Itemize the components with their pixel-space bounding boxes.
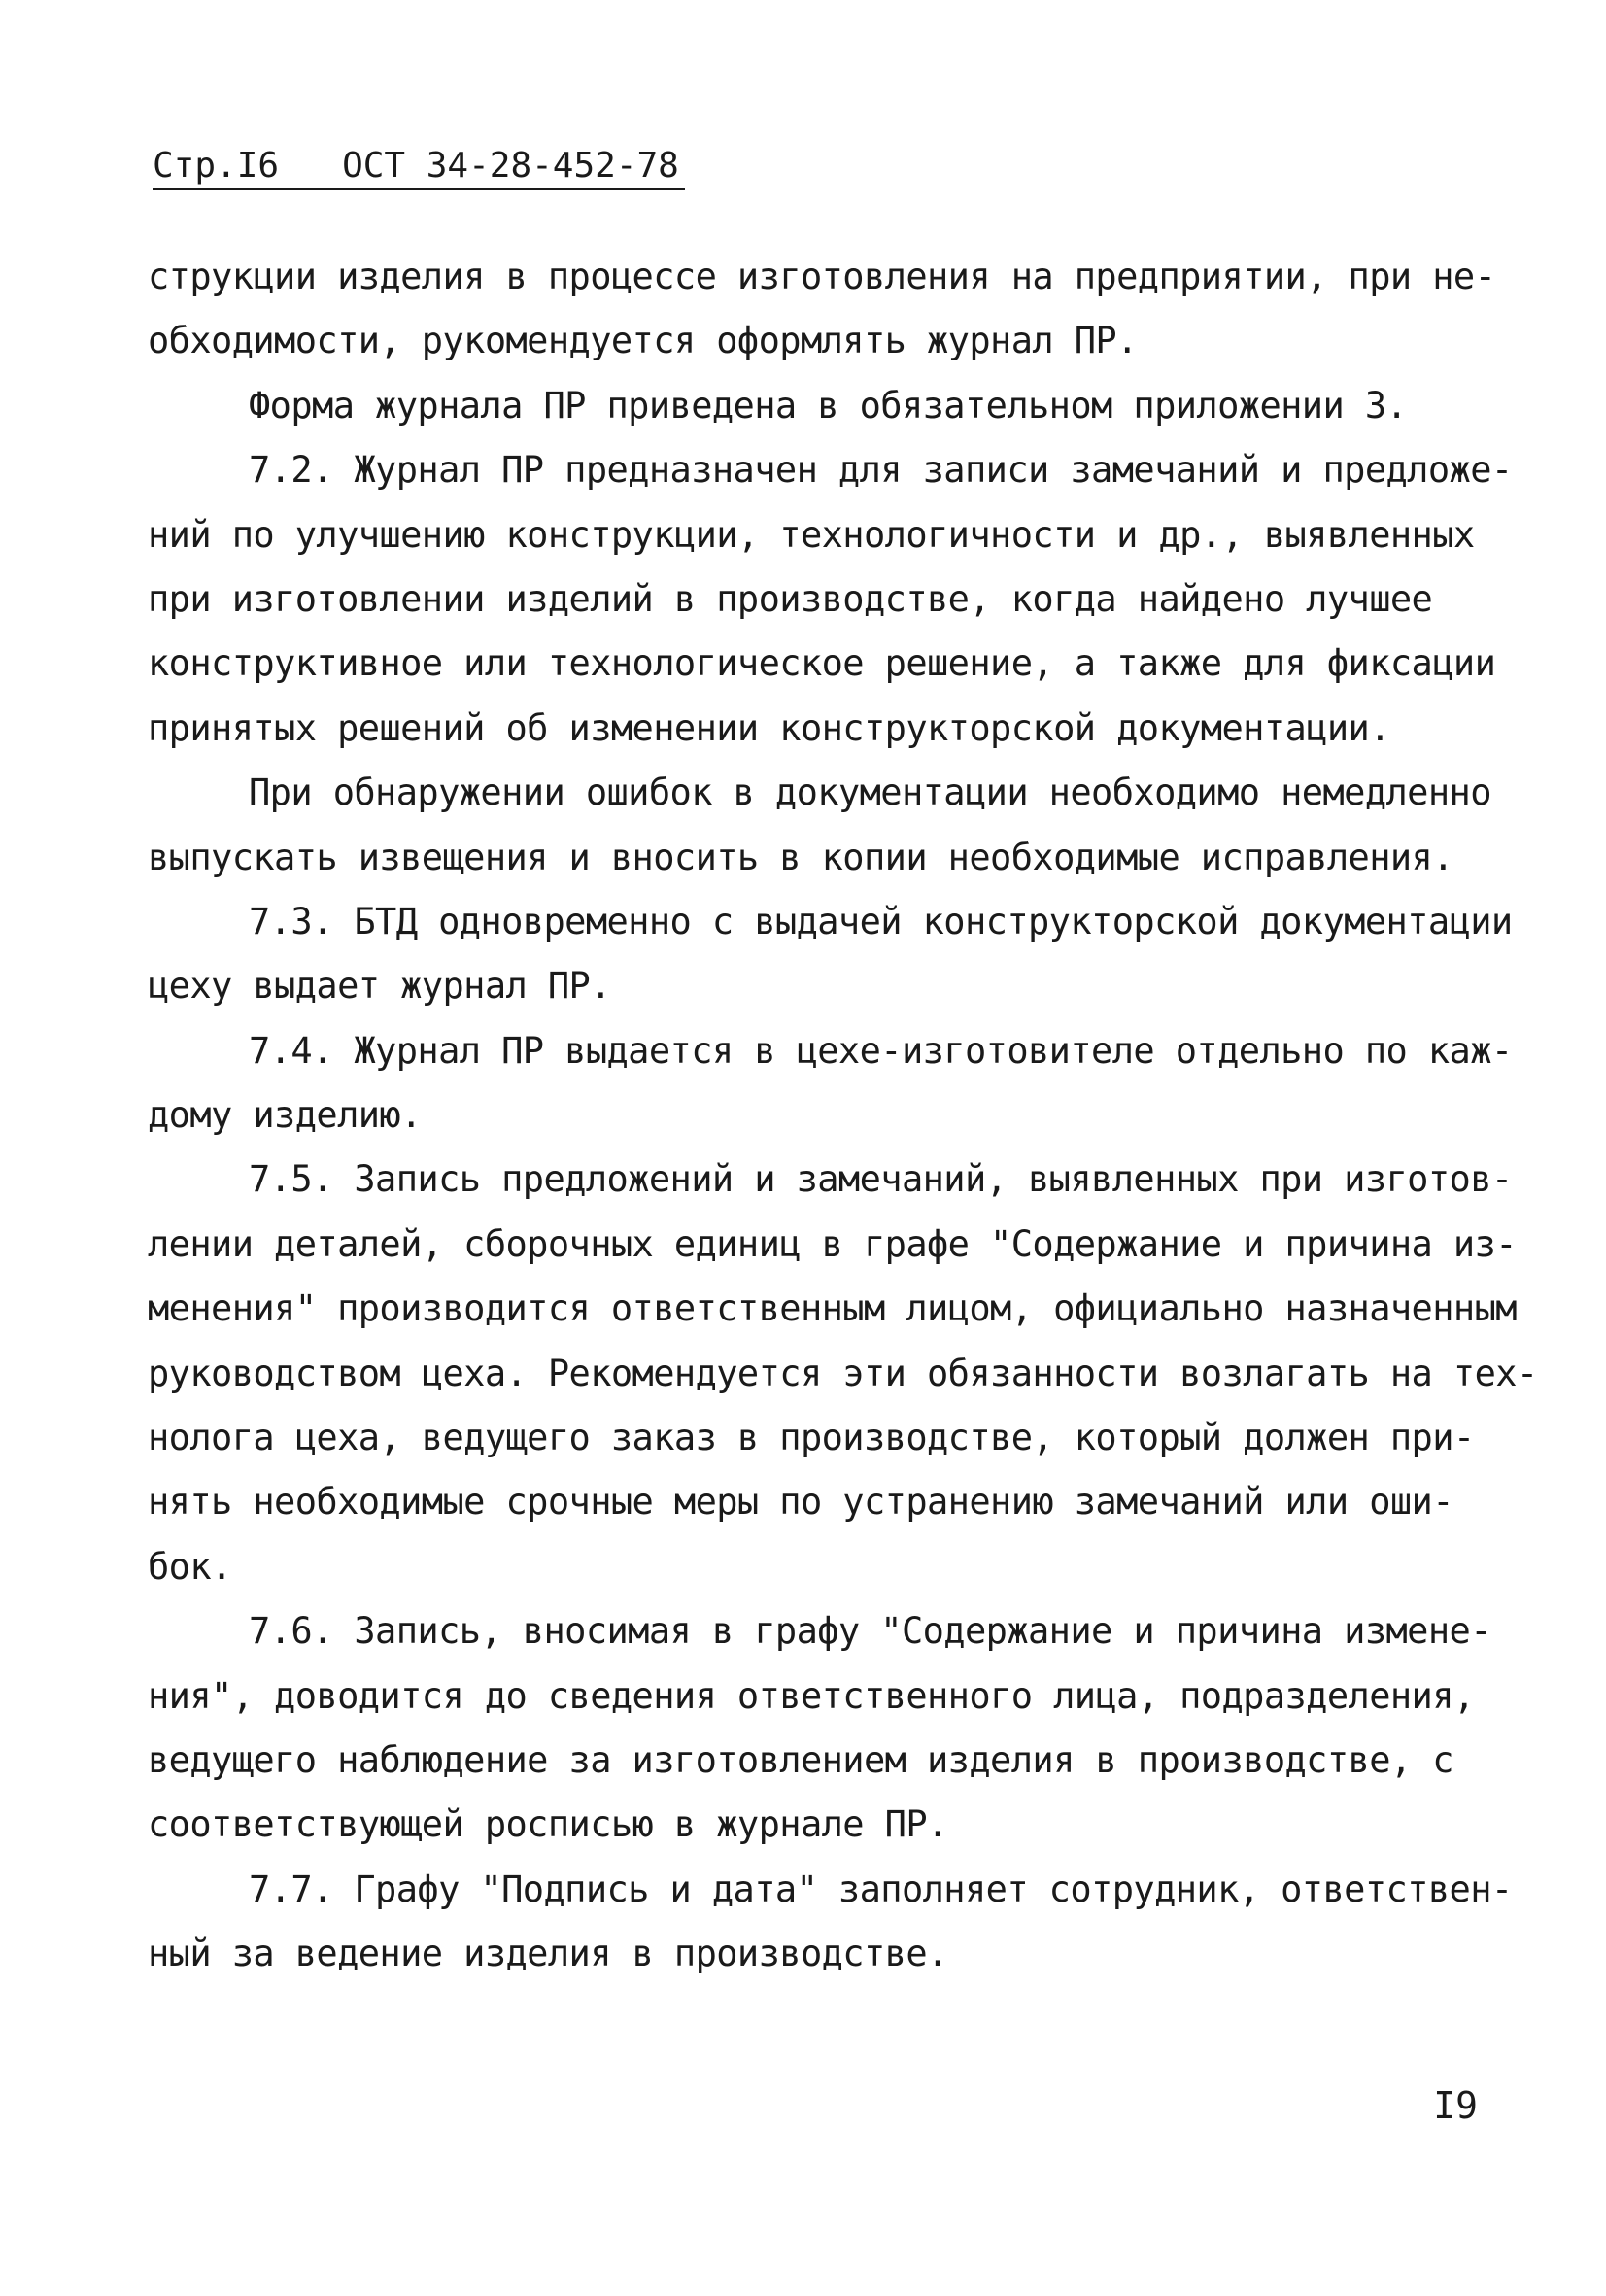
text-line: бок. xyxy=(148,1545,232,1588)
body-text xyxy=(148,245,1538,1987)
page-header: Стр.I6 ОСТ 34-28-452-78 xyxy=(153,146,685,190)
text-line: цеху выдает журнал ПР. xyxy=(148,965,611,1008)
text-line: 7.5. Запись предложений и замечаний, выявленных при изготов- xyxy=(249,1158,1513,1201)
text-line: нять необходимые срочные меры по устранению замечаний или оши- xyxy=(148,1481,1453,1524)
text-line: руководством цеха. Рекомендуется эти обязанности возлагать на тех- xyxy=(148,1352,1538,1394)
text-line: соответствующей росписью в журнале ПР. xyxy=(148,1803,948,1846)
text-line: нолога цеха, ведущего заказ в производстве, который должен при- xyxy=(148,1417,1475,1459)
text-line: ведущего наблюдение за изготовлением изделия в производстве, с xyxy=(148,1738,1453,1781)
page-number: I9 xyxy=(1433,2084,1478,2127)
text-line: при изготовлении изделий в производстве, когда найдено лучшее xyxy=(148,577,1433,620)
text-line: лении деталей, сборочных единиц в графе "Содержание и причина из- xyxy=(148,1222,1517,1265)
text-line: Форма журнала ПР приведена в обязательном приложении 3. xyxy=(249,384,1408,427)
text-line: конструктивное или технологическое решение, а также для фиксации xyxy=(148,642,1496,685)
text-line: 7.6. Запись, вносимая в графу "Содержание и причина измене- xyxy=(249,1610,1491,1653)
text-line: менения" производится ответственным лицом, официально назначенным xyxy=(148,1287,1517,1330)
text-line: струкции изделия в процессе изготовления на предприятии, при не- xyxy=(148,256,1496,297)
text-line: 7.7. Графу "Подпись и дата" заполняет сотрудник, ответствен- xyxy=(249,1868,1513,1910)
text-line: ния", доводится до сведения ответственного лица, подразделения, xyxy=(148,1674,1475,1717)
text-line: дому изделию. xyxy=(148,1094,422,1137)
text-line: 7.2. Журнал ПР предназначен для записи замечаний и предложе- xyxy=(249,449,1513,492)
text-line: обходимости, рукомендуется оформлять журнал ПР. xyxy=(148,320,1138,362)
text-line: 7.3. БТД одновременно с выдачей конструкторской документации xyxy=(249,900,1513,942)
text-line: принятых решений об изменении конструкторской документации. xyxy=(148,706,1390,749)
text-line: ний по улучшению конструкции, технологичности и др., выявленных xyxy=(148,513,1475,556)
text-line: При обнаружении ошибок в документации необходимо немедленно xyxy=(249,771,1491,814)
text-line: 7.4. Журнал ПР выдается в цехе-изготовителе отдельно по каж- xyxy=(249,1029,1513,1072)
text-line: ный за ведение изделия в производстве. xyxy=(148,1933,948,1975)
text-line: выпускать извещения и вносить в копии необходимые исправления. xyxy=(148,836,1453,878)
